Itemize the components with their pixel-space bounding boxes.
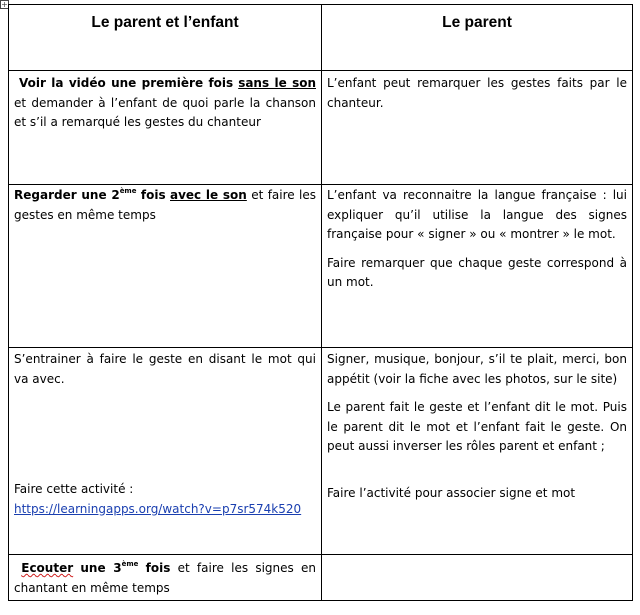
table-row xyxy=(9,348,633,555)
row3-right-p1: Signer, musique, bonjour, s’il te plait, merci, bon appétit (voir la fiche avec les photos, sur le site) xyxy=(327,352,627,386)
row1-bold-underline: sans le son xyxy=(238,76,316,90)
table-row xyxy=(9,185,633,348)
row2-bold-b: fois xyxy=(140,188,166,202)
row1-bold: Voir la vidéo une première fois xyxy=(19,76,234,90)
header-row xyxy=(9,5,633,71)
row4-left xyxy=(9,555,322,601)
row1-right xyxy=(322,71,633,185)
row2-right xyxy=(322,185,633,348)
learningapps-link[interactable]: https://learningapps.org/watch?v=p7sr574k520 xyxy=(14,501,302,516)
row4-bold-b: une 3 xyxy=(80,561,122,575)
move-handle-icon[interactable]: + xyxy=(1,0,8,9)
row2-left xyxy=(9,185,322,348)
row2-right-p2: Faire remarquer que chaque geste correspond à un mot. xyxy=(327,255,627,289)
table-row xyxy=(9,555,633,601)
row2-text: et faire les gestes en même temps xyxy=(14,188,317,222)
row3-left xyxy=(9,348,322,555)
row3-left-p1: S’entrainer à faire le geste en disant le mot qui va avec. xyxy=(14,352,316,386)
row3-left-p2: Faire cette activité : xyxy=(14,482,134,496)
row2-right-p1: L’enfant va reconnaitre la langue française : lui expliquer qu’il utilise la langue des signes française pour « signer » ou « montrer » le mot. xyxy=(327,188,627,241)
row4-sup: ème xyxy=(121,560,139,568)
row4-bold-c: fois xyxy=(145,561,171,575)
row3-right-p2: Le parent fait le geste et l’enfant dit le mot. Puis le parent dit le mot et l’enfant fait le geste. On peut aussi inverser les rôles parent et enfant ; xyxy=(327,400,627,453)
row4-bold-a: Ecouter xyxy=(21,561,74,575)
row1-left xyxy=(9,71,322,185)
row3-right xyxy=(322,348,633,555)
row2-bold: Regarder une 2 xyxy=(14,188,120,202)
table-row xyxy=(9,71,633,185)
row4-text: et faire les signes en chantant en même temps xyxy=(14,561,317,595)
activity-table xyxy=(8,4,633,601)
row1-text: et demander à l’enfant de quoi parle la chanson et s’il a remarqué les gestes du chanteur xyxy=(14,95,316,129)
header-parent-enfant: Le parent et l’enfant xyxy=(9,5,322,71)
row2-bold-underline: avec le son xyxy=(170,188,247,202)
row2-sup: ème xyxy=(119,187,137,195)
row4-right xyxy=(322,555,633,601)
row3-right-p3: Faire l’activité pour associer signe et mot xyxy=(327,485,576,500)
row1-right-text: L’enfant peut remarquer les gestes faits par le chanteur. xyxy=(327,76,627,110)
header-parent: Le parent xyxy=(322,5,633,71)
